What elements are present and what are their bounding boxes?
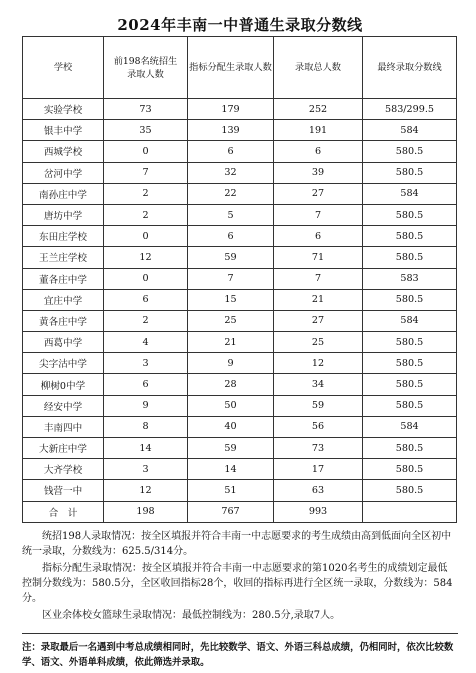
cell-school: 银丰中学	[23, 120, 104, 141]
cell-total-count: 6	[274, 141, 363, 162]
cell-total-count: 73	[274, 438, 363, 459]
cell-unified-count: 12	[104, 480, 188, 501]
cell-cutoff: 584	[363, 120, 457, 141]
cell-quota-count: 139	[188, 120, 274, 141]
cell-cutoff: 580.5	[363, 353, 457, 374]
table-row	[23, 332, 457, 353]
cell-school: 王兰庄学校	[23, 247, 104, 268]
cell-school: 唐坊中学	[23, 204, 104, 225]
cell-quota-count: 32	[188, 162, 274, 183]
table-row	[23, 395, 457, 416]
table-row	[23, 226, 457, 247]
table-row	[23, 353, 457, 374]
cell-quota-count: 59	[188, 247, 274, 268]
cell-unified-count: 3	[104, 353, 188, 374]
table-header	[23, 37, 457, 99]
cell-total-count: 71	[274, 247, 363, 268]
cell-cutoff: 580.5	[363, 480, 457, 501]
table-row	[23, 480, 457, 501]
cell-school: 柳树0中学	[23, 374, 104, 395]
header-total-count: 录取总人数	[274, 37, 363, 99]
cell-unified-count: 12	[104, 247, 188, 268]
header-school: 学校	[23, 37, 104, 99]
cell-quota-count: 25	[188, 310, 274, 331]
cell-unified-count: 14	[104, 438, 188, 459]
table-row	[23, 310, 457, 331]
cell-school: 宜庄中学	[23, 289, 104, 310]
notes-section	[22, 529, 458, 623]
cell-cutoff: 583	[363, 268, 457, 289]
cell-school: 大齐学校	[23, 459, 104, 480]
cell-quota-count: 5	[188, 204, 274, 225]
cell-cutoff: 580.5	[363, 247, 457, 268]
cell-unified-count: 8	[104, 416, 188, 437]
cell-cutoff: 580.5	[363, 162, 457, 183]
cell-quota-count: 6	[188, 226, 274, 247]
cell-quota-count: 14	[188, 459, 274, 480]
cell-school: 实验学校	[23, 99, 104, 120]
table-row	[23, 247, 457, 268]
table-row	[23, 459, 457, 480]
cell-unified-count: 35	[104, 120, 188, 141]
cell-school: 经安中学	[23, 395, 104, 416]
cell-quota-count: 7	[188, 268, 274, 289]
cell-school: 合 计	[23, 501, 104, 522]
cell-total-count: 27	[274, 310, 363, 331]
cell-total-count: 7	[274, 268, 363, 289]
cell-quota-count: 40	[188, 416, 274, 437]
cell-total-count: 63	[274, 480, 363, 501]
cell-quota-count: 6	[188, 141, 274, 162]
table-row	[23, 374, 457, 395]
cell-cutoff: 580.5	[363, 204, 457, 225]
cell-cutoff: 584	[363, 416, 457, 437]
admission-table	[22, 36, 457, 523]
header-quota-count: 指标分配生录取人数	[188, 37, 274, 99]
cell-quota-count: 50	[188, 395, 274, 416]
cell-quota-count: 28	[188, 374, 274, 395]
cell-quota-count: 21	[188, 332, 274, 353]
cell-quota-count: 179	[188, 99, 274, 120]
total-row	[23, 501, 457, 522]
table-row	[23, 183, 457, 204]
cell-total-count: 59	[274, 395, 363, 416]
cell-unified-count: 2	[104, 204, 188, 225]
cell-unified-count: 2	[104, 183, 188, 204]
cell-school: 南孙庄中学	[23, 183, 104, 204]
table-row	[23, 162, 457, 183]
cell-quota-count: 767	[188, 501, 274, 522]
cell-unified-count: 198	[104, 501, 188, 522]
cell-cutoff: 583/299.5	[363, 99, 457, 120]
header-unified-count: 前198名统招生录取人数	[104, 37, 188, 99]
cell-total-count: 21	[274, 289, 363, 310]
cell-total-count: 6	[274, 226, 363, 247]
page-title: 2024年丰南一中普通生录取分数线	[117, 16, 363, 34]
table-row	[23, 268, 457, 289]
cell-unified-count: 6	[104, 289, 188, 310]
cell-cutoff: 580.5	[363, 438, 457, 459]
cell-school: 西葛中学	[23, 332, 104, 353]
cell-unified-count: 2	[104, 310, 188, 331]
cell-total-count: 252	[274, 99, 363, 120]
table-row	[23, 289, 457, 310]
cell-cutoff: 580.5	[363, 141, 457, 162]
header-row	[23, 37, 457, 99]
cell-school: 西城学校	[23, 141, 104, 162]
table-body	[23, 99, 457, 523]
cell-cutoff: 580.5	[363, 226, 457, 247]
cell-cutoff: 580.5	[363, 395, 457, 416]
cell-unified-count: 4	[104, 332, 188, 353]
cell-unified-count: 0	[104, 141, 188, 162]
cell-school: 钱营一中	[23, 480, 104, 501]
cell-total-count: 993	[274, 501, 363, 522]
cell-school: 东田庄学校	[23, 226, 104, 247]
cell-cutoff: 580.5	[363, 374, 457, 395]
table-row	[23, 416, 457, 437]
cell-cutoff: 584	[363, 183, 457, 204]
cell-total-count: 12	[274, 353, 363, 374]
cell-cutoff: 584	[363, 310, 457, 331]
cell-total-count: 7	[274, 204, 363, 225]
cell-school: 岔河中学	[23, 162, 104, 183]
cell-cutoff: 580.5	[363, 459, 457, 480]
cell-total-count: 39	[274, 162, 363, 183]
cell-unified-count: 7	[104, 162, 188, 183]
footer-note: 注：录取最后一名遇到中考总成绩相同时，先比较数学、语文、外语三科总成绩，仍相同时，依次比较数学、语文、外语单科成绩，依此筛选并录取。	[22, 633, 458, 670]
cell-total-count: 56	[274, 416, 363, 437]
note-quota: 指标分配生录取情况：按全区填报并符合丰南一中志愿要求的第1020名考生的成绩划定最低控制分数线为：580.5分，全区收回指标28个，收回的指标再进行全区统一录取，分数线为：584分。	[22, 562, 453, 604]
cell-total-count: 34	[274, 374, 363, 395]
table-row	[23, 99, 457, 120]
cell-school: 大新庄中学	[23, 438, 104, 459]
note-unified: 统招198人录取情况：按全区填报并符合丰南一中志愿要求的考生成绩由高到低面向全区初中统一录取，分数线为：625.5/314分。	[22, 530, 452, 557]
cell-quota-count: 9	[188, 353, 274, 374]
table-row	[23, 141, 457, 162]
cell-unified-count: 0	[104, 268, 188, 289]
cell-unified-count: 9	[104, 395, 188, 416]
cell-total-count: 191	[274, 120, 363, 141]
table-row	[23, 438, 457, 459]
cell-quota-count: 22	[188, 183, 274, 204]
cell-school: 黄各庄中学	[23, 310, 104, 331]
cell-cutoff	[363, 501, 457, 522]
cell-total-count: 27	[274, 183, 363, 204]
cell-school: 尖字沽中学	[23, 353, 104, 374]
cell-quota-count: 59	[188, 438, 274, 459]
cell-unified-count: 6	[104, 374, 188, 395]
cell-unified-count: 0	[104, 226, 188, 247]
header-cutoff: 最终录取分数线	[363, 37, 457, 99]
cell-total-count: 17	[274, 459, 363, 480]
cell-total-count: 25	[274, 332, 363, 353]
cell-quota-count: 51	[188, 480, 274, 501]
cell-school: 丰南四中	[23, 416, 104, 437]
cell-cutoff: 580.5	[363, 332, 457, 353]
cell-unified-count: 73	[104, 99, 188, 120]
note-sports: 区业余体校女篮球生录取情况：最低控制线为：280.5分,录取7人。	[42, 609, 341, 621]
cell-cutoff: 580.5	[363, 289, 457, 310]
cell-quota-count: 15	[188, 289, 274, 310]
table-row	[23, 204, 457, 225]
cell-unified-count: 3	[104, 459, 188, 480]
table-row	[23, 120, 457, 141]
cell-school: 董各庄中学	[23, 268, 104, 289]
